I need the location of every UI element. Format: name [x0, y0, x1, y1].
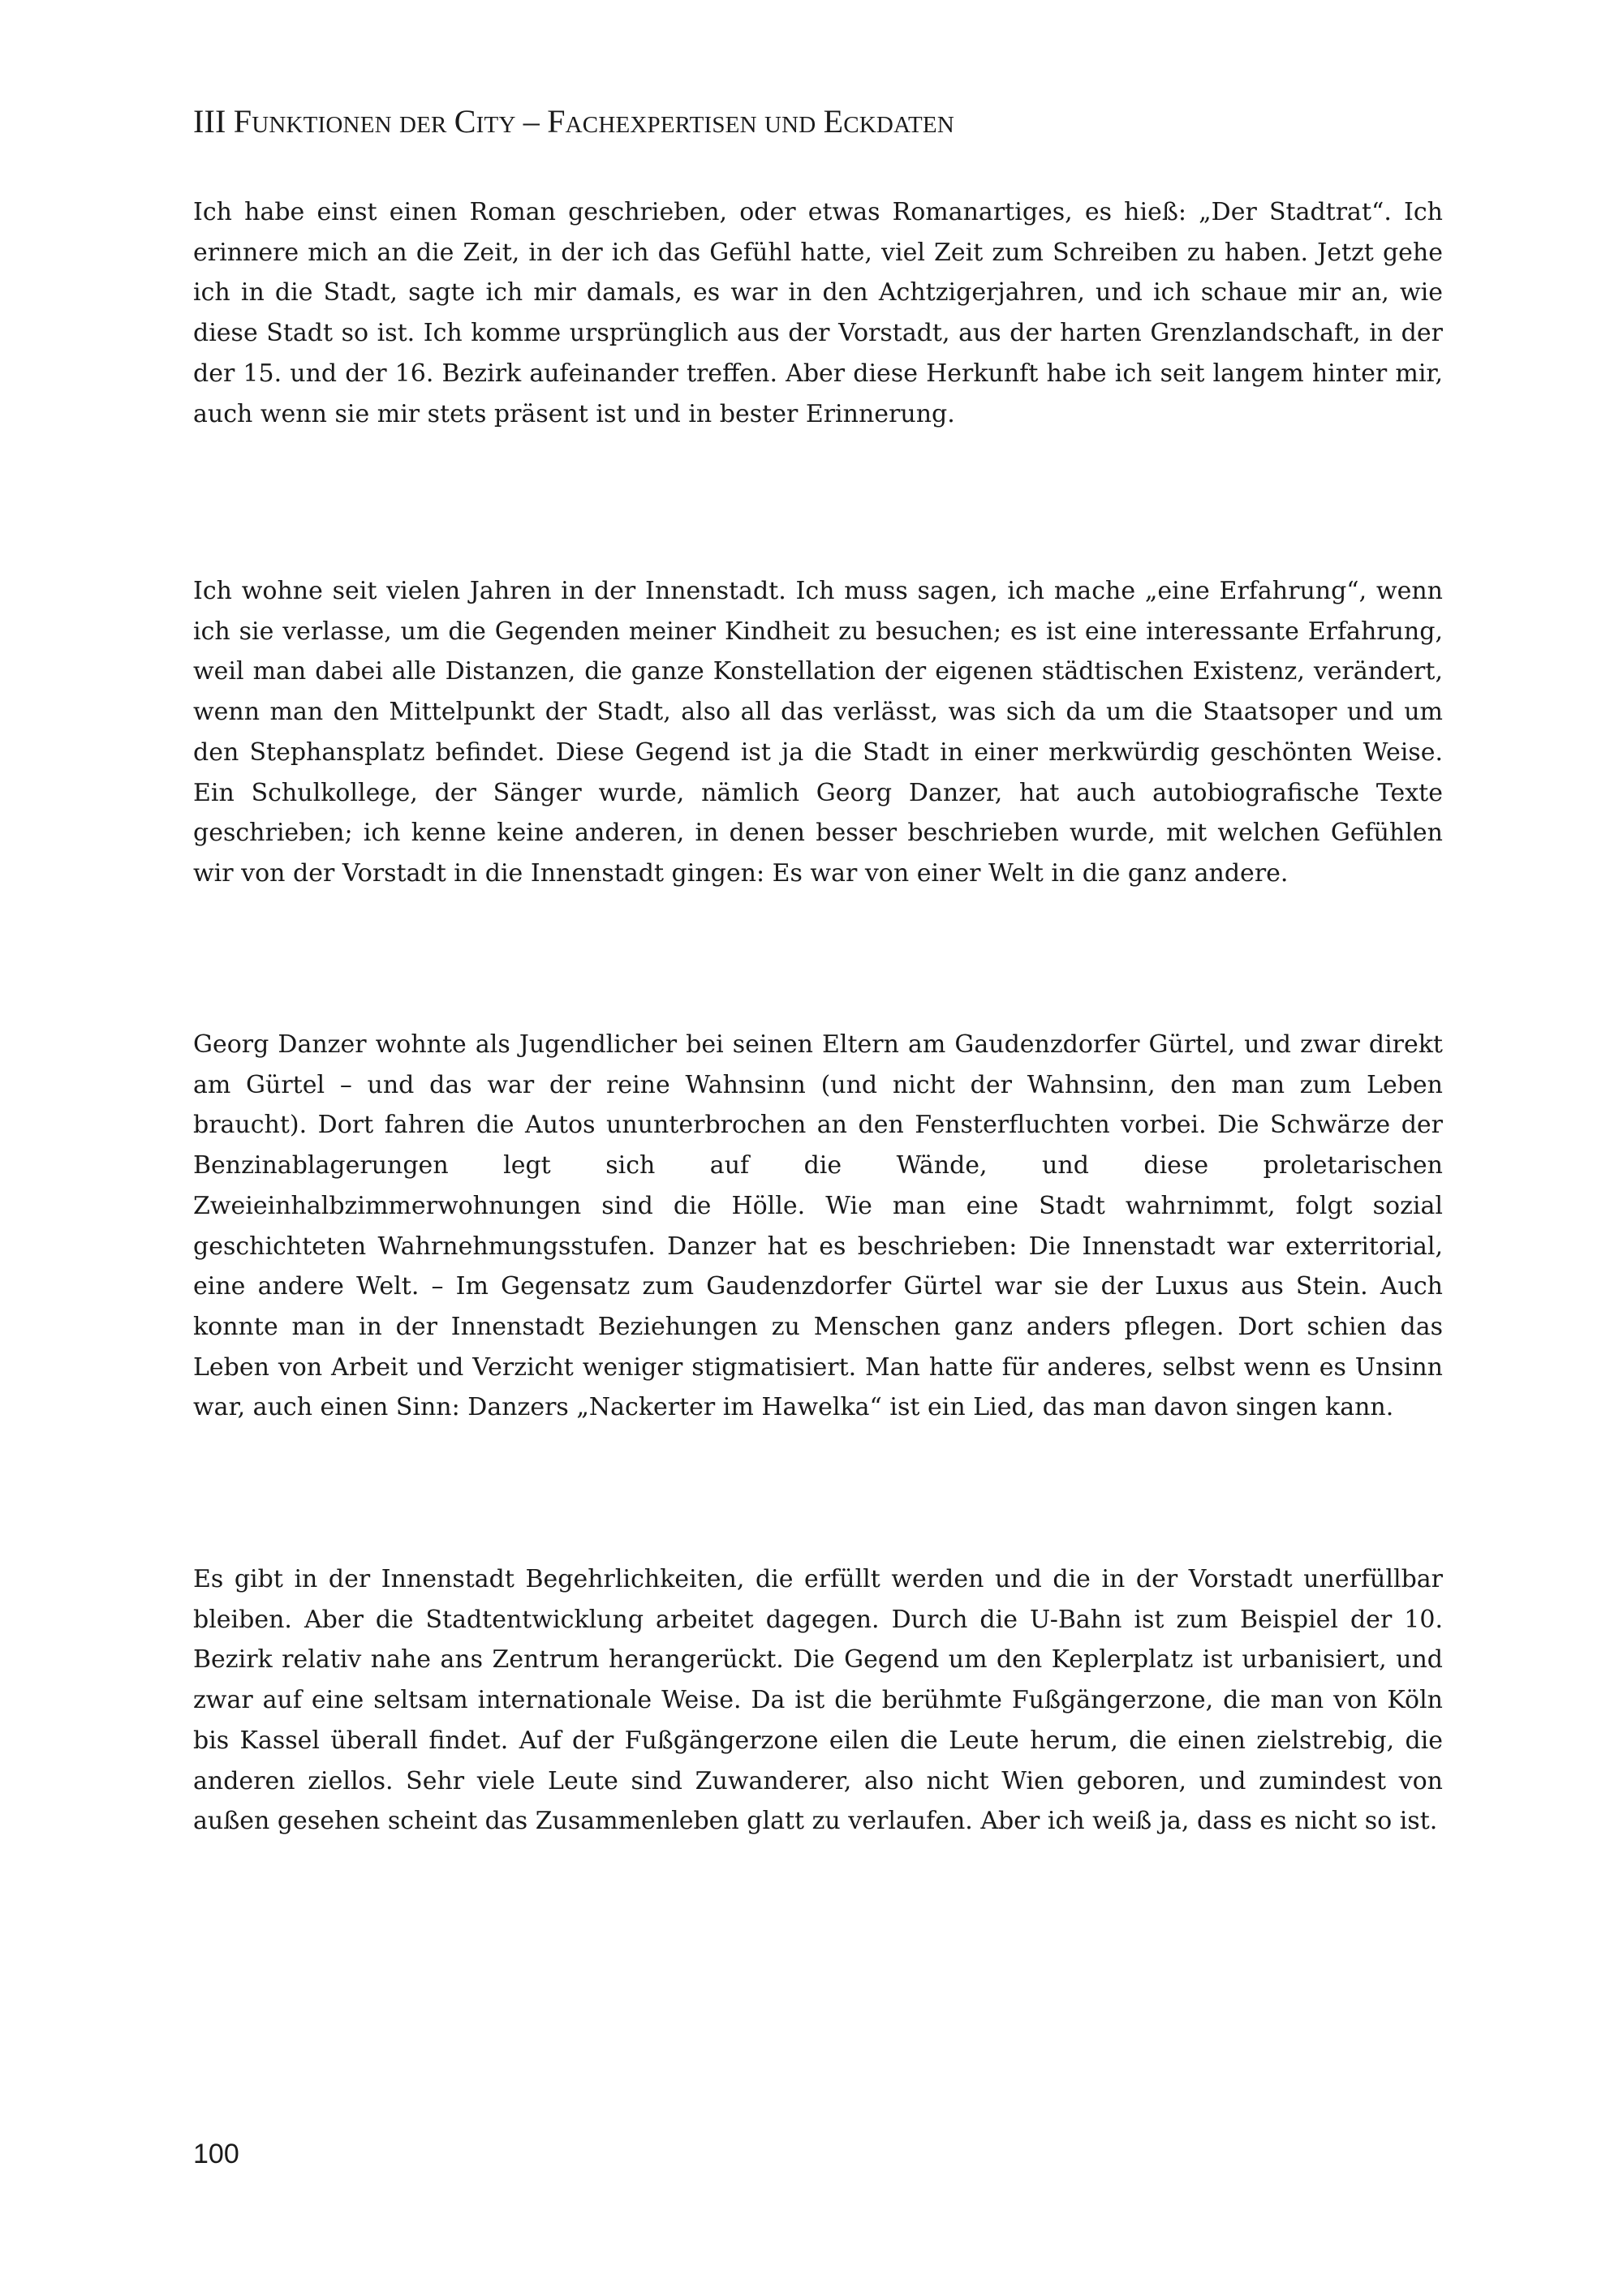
header-word: CITY [454, 103, 516, 140]
header-word: ECKDATEN [823, 103, 954, 140]
running-header [193, 102, 1443, 140]
page-number: 100 [193, 2139, 239, 2169]
body-paragraph: Georg Danzer wohnte als Jugendlicher bei seinen Eltern am Gaudenzdorfer Gürtel, und zwar direkt am Gürtel – und das war der reine Wahnsinn (und nicht der Wahnsinn, den man zum Leben braucht). Dort fahren die Autos ununterbrochen an den Fensterfluchten vorbei. Die Schwärze der Benzinablagerungen legt sich auf die Wände, und diese proletarischen Zweieinhalbzimmerwohnungen sind die Hölle. Wie man eine Stadt wahrnimmt, folgt sozial geschichteten Wahrnehmungsstufen. Danzer hat es beschrieben: Die Innenstadt war exterritorial, eine andere Welt. – Im Gegensatz zum Gaudenzdorfer Gürtel war sie der Luxus aus Stein. Auch konnte man in der Innenstadt Beziehungen zu Menschen ganz anders pflegen. Dort schien das Leben von Arbeit und Verzicht weniger stigmatisiert. Man hatte für anderes, selbst wenn es Unsinn war, auch einen Sinn: Danzers „Nackerter im Hawelka“ ist ein Lied, das man davon singen kann. [193, 1030, 1443, 1422]
header-word: FACHEXPERTISEN [547, 103, 757, 140]
body-paragraph: Ich habe einst einen Roman geschrieben, oder etwas Romanartiges, es hieß: „Der Stadtrat“. Ich erinnere mich an die Zeit, in der ich das Gefühl hatte, viel Zeit zum Schreiben zu haben. Jetzt gehe ich in die Stadt, sagte ich mir damals, es war in den Achtzigerjahren, und ich schaue mir an, wie diese Stadt so ist. Ich komme ursprünglich aus der Vorstadt, aus der harten Grenzlandschaft, in der der 15. und der 16. Bezirk aufeinander treffen. Aber diese Herkunft habe ich seit langem hinter mir, auch wenn sie mir stets präsent ist und in bester Erinnerung. [193, 198, 1443, 428]
header-word: – [523, 103, 540, 140]
header-part-number: III [193, 103, 226, 140]
body-paragraph: Ich wohne seit vielen Jahren in der Innenstadt. Ich muss sagen, ich mache „eine Erfahrung“, wenn ich sie verlasse, um die Gegenden meiner Kindheit zu besuchen; es ist eine interessante Erfahrung, weil man dabei alle Distanzen, die ganze Konstellation der eigenen städtischen Existenz, verändert, wenn man den Mittelpunkt der Stadt, also all das verlässt, was sich da um die Staatsoper und um den Stephansplatz befindet. Diese Gegend ist ja die Stadt in einer merkwürdig geschönten Weise. Ein Schulkollege, der Sänger wurde, nämlich Georg Danzer, hat auch autobiografische Texte geschrieben; ich kenne keine anderen, in denen besser beschrieben wurde, mit welchen Gefühlen wir von der Vorstadt in die Innenstadt gingen: Es war von einer Welt in die ganz andere. [193, 577, 1443, 888]
header-word: FUNKTIONEN [233, 103, 392, 140]
header-word: DER [398, 112, 447, 138]
header-word: UND [764, 112, 816, 138]
body-paragraph: Es gibt in der Innenstadt Begehrlichkeiten, die erfüllt werden und die in der Vorstadt unerfüllbar bleiben. Aber die Stadtentwicklung arbeitet dagegen. Durch die U-Bahn ist zum Beispiel der 10. Bezirk relativ nahe ans Zentrum herangerückt. Die Gegend um den Keplerplatz ist urbanisiert, und zwar auf eine seltsam internationale Weise. Da ist die berühmte Fußgängerzone, die man von Köln bis Kassel überall findet. Auf der Fußgängerzone eilen die Leute herum, die einen zielstrebig, die anderen ziellos. Sehr viele Leute sind Zuwanderer, also nicht Wien geboren, und zumindest von außen gesehen scheint das Zusammenleben glatt zu verlaufen. Aber ich weiß ja, dass es nicht so ist. [193, 1565, 1443, 1836]
